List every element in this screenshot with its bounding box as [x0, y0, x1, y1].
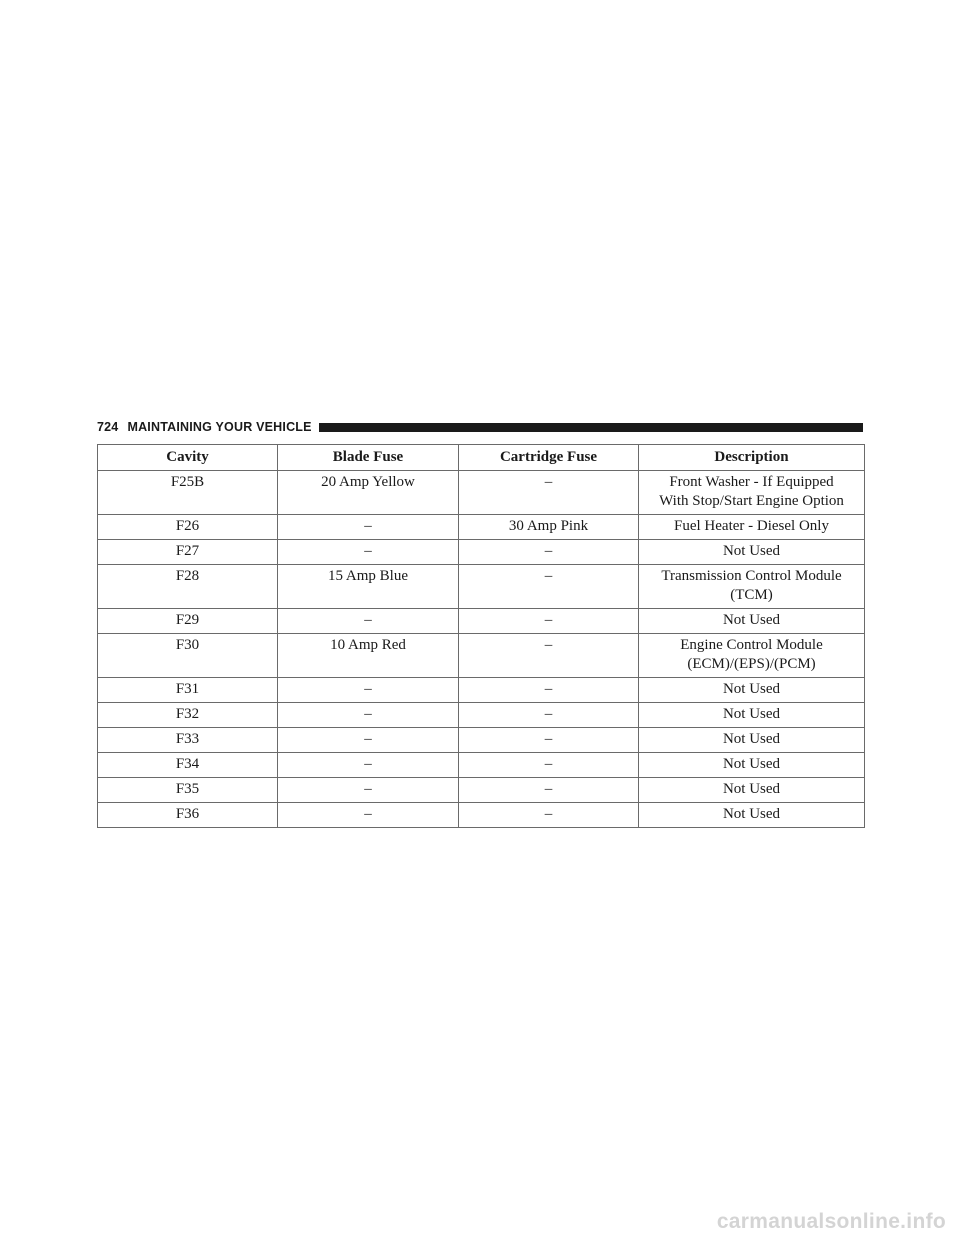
cell-blade-fuse: 10 Amp Red	[278, 634, 459, 678]
cell-description	[639, 634, 865, 678]
cell-cavity: F29	[98, 609, 278, 634]
cell-cavity: F30	[98, 634, 278, 678]
description-line: Not Used	[722, 756, 781, 772]
description-line: Not Used	[722, 543, 781, 559]
description-line: With Stop/Start Engine Option	[659, 493, 844, 509]
cell-blade-fuse: –	[278, 515, 459, 540]
cell-cartridge-fuse: –	[459, 678, 639, 703]
cell-cavity: F26	[98, 515, 278, 540]
table-row	[98, 609, 865, 634]
description-line: Not Used	[722, 781, 781, 797]
description-line: (ECM)/(EPS)/(PCM)	[687, 656, 816, 672]
cell-blade-fuse: 20 Amp Yellow	[278, 471, 459, 515]
description-line: (TCM)	[730, 587, 773, 603]
cell-blade-fuse: –	[278, 678, 459, 703]
cell-description	[639, 728, 865, 753]
watermark: carmanualsonline.info	[716, 1210, 946, 1233]
table-row	[98, 515, 865, 540]
cell-cavity: F25B	[98, 471, 278, 515]
table-row	[98, 728, 865, 753]
cell-cartridge-fuse: –	[459, 803, 639, 828]
table-row	[98, 703, 865, 728]
column-header-description: Description	[639, 445, 865, 471]
cell-cavity: F34	[98, 753, 278, 778]
column-header-blade-fuse: Blade Fuse	[278, 445, 459, 471]
cell-description	[639, 703, 865, 728]
column-header-cavity: Cavity	[98, 445, 278, 471]
page-number: 724	[97, 420, 119, 434]
description-line: Not Used	[722, 706, 781, 722]
table-header-row	[98, 445, 865, 471]
cell-cavity: F32	[98, 703, 278, 728]
cell-cartridge-fuse: –	[459, 703, 639, 728]
cell-cavity: F28	[98, 565, 278, 609]
table-row	[98, 753, 865, 778]
description-line: Not Used	[722, 681, 781, 697]
description-line: Not Used	[722, 806, 781, 822]
cell-cavity: F31	[98, 678, 278, 703]
cell-cavity: F27	[98, 540, 278, 565]
description-line: Fuel Heater - Diesel Only	[674, 518, 829, 534]
cell-description	[639, 609, 865, 634]
cell-cartridge-fuse: –	[459, 565, 639, 609]
table-row	[98, 678, 865, 703]
table-row	[98, 565, 865, 609]
cell-cavity: F33	[98, 728, 278, 753]
table-row	[98, 471, 865, 515]
cell-cartridge-fuse: –	[459, 609, 639, 634]
cell-cartridge-fuse: –	[459, 540, 639, 565]
cell-description	[639, 753, 865, 778]
cell-cartridge-fuse: –	[459, 634, 639, 678]
column-header-cartridge-fuse: Cartridge Fuse	[459, 445, 639, 471]
table-row	[98, 778, 865, 803]
cell-description	[639, 471, 865, 515]
fuse-table	[97, 444, 865, 828]
cell-description	[639, 540, 865, 565]
cell-blade-fuse: –	[278, 778, 459, 803]
cell-cartridge-fuse: –	[459, 753, 639, 778]
cell-blade-fuse: –	[278, 753, 459, 778]
cell-blade-fuse: –	[278, 803, 459, 828]
table-row	[98, 634, 865, 678]
cell-cartridge-fuse: –	[459, 778, 639, 803]
table-row	[98, 803, 865, 828]
header-rule	[319, 423, 863, 432]
cell-cartridge-fuse: –	[459, 728, 639, 753]
cell-blade-fuse: –	[278, 540, 459, 565]
table-row	[98, 540, 865, 565]
description-line: Transmission Control Module	[661, 568, 842, 584]
cell-blade-fuse: –	[278, 728, 459, 753]
page-header	[97, 418, 863, 436]
cell-cavity: F35	[98, 778, 278, 803]
cell-description	[639, 515, 865, 540]
cell-blade-fuse: –	[278, 609, 459, 634]
description-line: Not Used	[722, 612, 781, 628]
cell-cartridge-fuse: –	[459, 471, 639, 515]
description-line: Front Washer - If Equipped	[669, 474, 834, 490]
cell-blade-fuse: 15 Amp Blue	[278, 565, 459, 609]
cell-description	[639, 565, 865, 609]
cell-cartridge-fuse: 30 Amp Pink	[459, 515, 639, 540]
description-line: Not Used	[722, 731, 781, 747]
cell-description	[639, 803, 865, 828]
cell-cavity: F36	[98, 803, 278, 828]
description-line: Engine Control Module	[680, 637, 823, 653]
cell-description	[639, 678, 865, 703]
fuse-table-body	[98, 471, 865, 828]
cell-blade-fuse: –	[278, 703, 459, 728]
cell-description	[639, 778, 865, 803]
section-title: MAINTAINING YOUR VEHICLE	[127, 420, 312, 434]
